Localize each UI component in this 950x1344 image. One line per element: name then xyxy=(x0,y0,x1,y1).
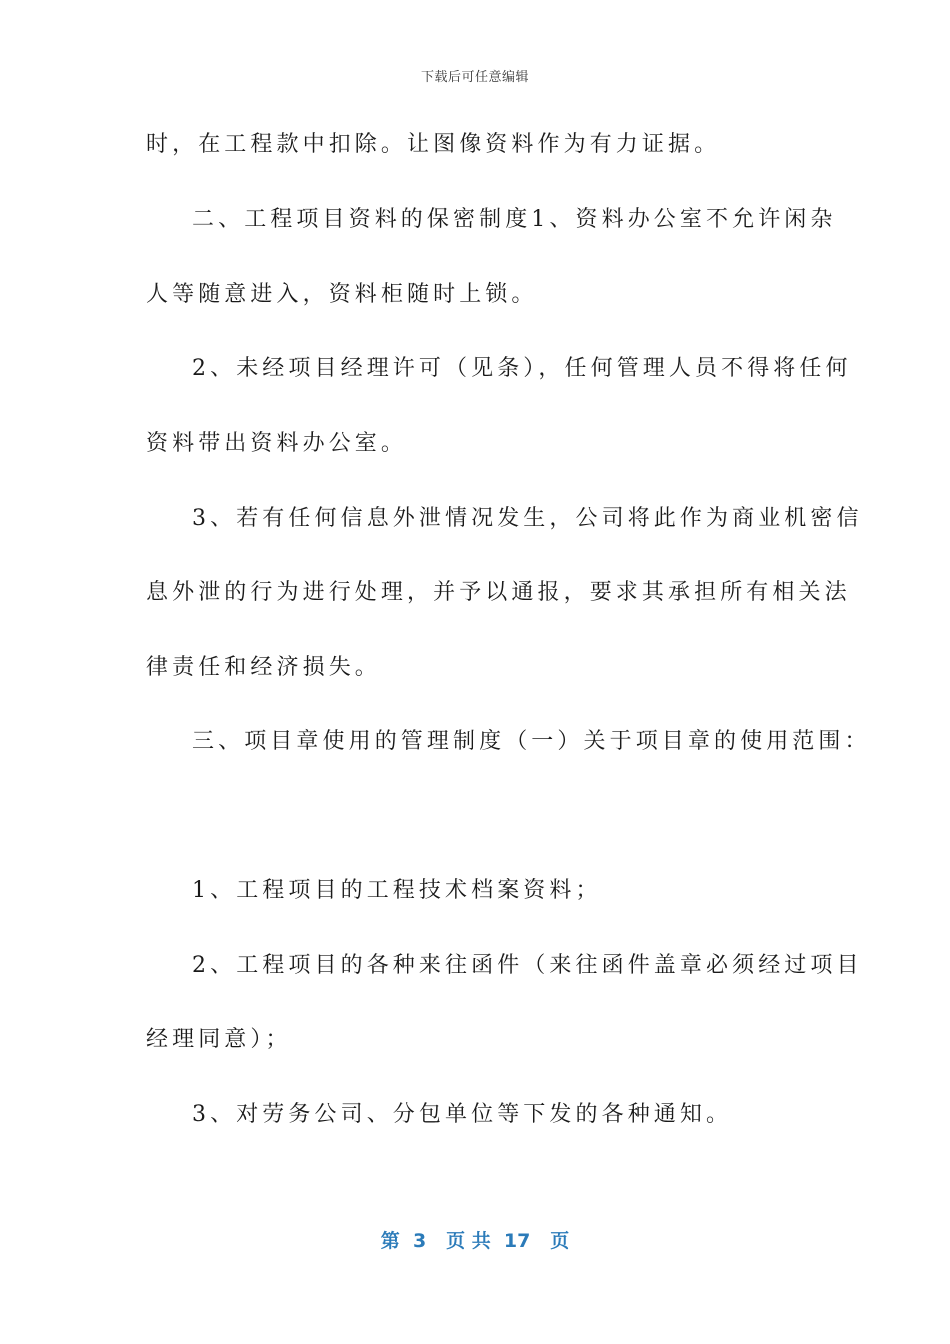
paragraph-line: 3、若有任何信息外泄情况发生，公司将此作为商业机密信 xyxy=(192,506,863,531)
paragraph-line: 经理同意）； xyxy=(146,1027,292,1052)
paragraph-line: 2、未经项目经理许可（见条），任何管理人员不得将任何 xyxy=(192,356,852,381)
paragraph-line: 人等随意进入，资料柜随时上锁。 xyxy=(146,282,538,307)
paragraph-line: 资料带出资料办公室。 xyxy=(146,431,408,456)
paragraph-line: 二、工程项目资料的保密制度1、资料办公室不允许闲杂 xyxy=(192,207,837,232)
paragraph-line: 时，在工程款中扣除。让图像资料作为有力证据。 xyxy=(146,132,721,157)
paragraph-line: 1、工程项目的工程技术档案资料； xyxy=(192,878,602,903)
paragraph-line: 3、对劳务公司、分包单位等下发的各种通知。 xyxy=(192,1102,733,1127)
paragraph-line: 息外泄的行为进行处理，并予以通报，要求其承担所有相关法 xyxy=(146,580,851,605)
paragraph-line: 律责任和经济损失。 xyxy=(146,655,381,680)
paragraph-line: 三、项目章使用的管理制度（一）关于项目章的使用范围： xyxy=(192,729,871,754)
page-header-note: 下载后可任意编辑 xyxy=(420,70,529,85)
page-number-footer: 第 3 页 共 17 页 xyxy=(380,1230,570,1252)
paragraph-line: 2、工程项目的各种来往函件（来往函件盖章必须经过项目 xyxy=(192,953,863,978)
